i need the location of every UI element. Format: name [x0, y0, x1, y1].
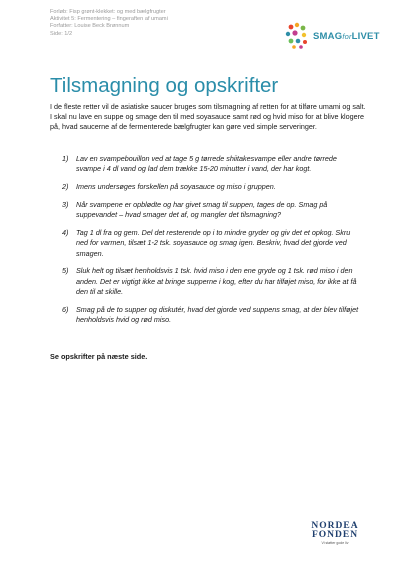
list-item	[62, 305, 362, 326]
nordea-fonden-logo	[300, 522, 370, 545]
next-page-note: Se opskrifter på næste side.	[50, 352, 148, 361]
step-text: Lav en svampebouillon ved at tage 5 g tørrede shiitakesvampe eller andre tørrede svampe i 4 dl vand og lad dem trække 15-20 minutter i vand, der har kogt.	[76, 154, 337, 174]
step-text: Tag 1 dl fra og gem. Del det resterende op i to mindre gryder og giv det et opkog. Skru ned for varmen, tilsæt 1-2 tsk. soyasauce og smag igen. Beskriv, hvad det gjorde ved smagen.	[76, 227, 351, 258]
brand-livet: LIVET	[351, 31, 380, 42]
steps-list	[62, 154, 362, 325]
list-item	[62, 228, 362, 259]
document-meta	[50, 9, 168, 38]
step-number: 4)	[62, 227, 69, 237]
list-item	[62, 154, 362, 175]
step-number: 1)	[62, 154, 69, 163]
meta-page: Side: 1/2	[50, 30, 73, 37]
list-item	[62, 200, 362, 221]
step-number: 6)	[62, 304, 69, 314]
step-text: Sluk helt og tilsæt henholdsvis 1 tsk. hvid miso i den ene gryde og 1 tsk. rød miso i den anden. Det er vigtigt ikke at bringe supperne i kog, efter du har tilføjet miso, for ikke at få den til at skille.	[76, 266, 357, 296]
page-title: Tilsmagning og opskrifter	[50, 74, 279, 97]
sponsor-line1: NORDEA	[311, 521, 359, 531]
sponsor-tagline: Vi støtter gode liv	[321, 541, 349, 545]
meta-author: Forfatter: Louise Beck Brønnum	[50, 23, 130, 30]
meta-activity: Aktivitet 5: Fermentering – fingeraften af umami	[50, 16, 168, 23]
brand-wordmark	[313, 31, 380, 42]
step-number: 3)	[62, 199, 69, 209]
step-text: Smag på de to supper og diskutér, hvad det gjorde ved suppens smag, at der blev tilføjet henholdsvis hvid og rød miso.	[76, 304, 359, 325]
step-number: 5)	[62, 266, 69, 276]
list-item	[62, 182, 362, 192]
sponsor-line2: FONDEN	[311, 530, 359, 540]
step-number: 2)	[62, 182, 69, 192]
meta-course: Forløb: Fisp grønt-klekket: og med bælgfrugter	[50, 9, 166, 15]
step-text: Når svampene er opblødte og har givet smag til suppen, tages de op. Smag på suppevandet – hvad smager det af, og mangler det tilsmagning?	[76, 199, 328, 220]
intro-paragraph: I de fleste retter vil de asiatiske saucer bruges som tilsmagning af retten for at tilføre umami og salt. I skal nu lave en suppe og smage den til med soyasauce samt rød og hvid miso for at blive klogere på, hvad saucerne af de fermenterede bælgfrugter kan gøre ved simple serveringer.	[50, 102, 366, 132]
brand-for: for	[342, 32, 352, 41]
step-text: Imens undersøges forskellen på soyasauce og miso i gruppen.	[76, 182, 276, 192]
list-item	[62, 266, 362, 297]
brand-smag: SMAG	[313, 31, 343, 42]
